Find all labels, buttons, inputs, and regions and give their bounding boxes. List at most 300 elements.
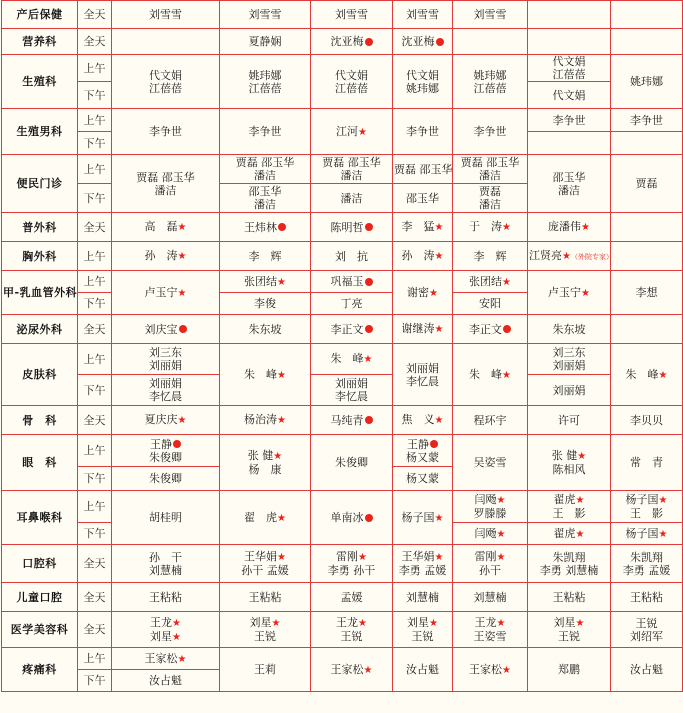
schedule-cell [220,491,311,545]
doctor-names: 张 健★ [551,449,587,462]
schedule-cell [220,293,311,315]
doctor-names: 刘雪雪 [149,8,182,21]
doctor-names: 李贝贝 [630,413,663,427]
schedule-cell [112,612,220,648]
doctor-names: 雷刚★ [474,550,506,563]
doctor-names: 潘洁 [154,183,177,197]
star-icon: ★ [177,653,187,665]
schedule-cell [611,29,683,55]
row-cosmetology [2,612,683,648]
schedule-cell [528,491,611,523]
row-dermatology-pm [2,375,683,406]
shift-cell: 下午 [78,467,112,491]
schedule-cell [220,545,311,583]
shift-cell: 上午 [78,344,112,375]
shift-cell: 下午 [78,132,112,155]
shift-cell: 上午 [78,109,112,132]
star-icon: ★ [502,222,511,233]
star-icon: ★ [575,618,585,629]
star-icon: ★ [271,618,281,629]
doctor-names: 江贤亮★（外院专家） [529,248,613,262]
star-icon: ★ [496,495,506,506]
star-icon: ★ [575,495,585,506]
shift-cell: 全天 [78,612,112,648]
schedule-cell [528,583,611,612]
star-icon: ★ [277,512,286,524]
doctor-names: 王姿雪 [473,630,507,643]
schedule-cell [112,435,220,467]
doctor-names: 王龙★ [474,616,506,629]
star-icon: ★ [273,451,283,462]
doctor-names: 杨子国★ [401,510,444,524]
schedule-cell [528,1,611,29]
doctor-names: 沈亚梅 [394,35,451,48]
schedule-cell [453,315,528,344]
doctor-names: 潘洁 [340,169,363,182]
schedule-cell [393,55,453,109]
schedule-cell [112,315,220,344]
doctor-names: 代文娟 [335,68,368,82]
doctor-names: 王家松★ [330,662,373,676]
star-icon: ★ [277,415,286,426]
star-icon: ★ [358,126,367,138]
schedule-cell [393,612,453,648]
schedule-cell [611,155,683,213]
doctor-names: 李 辉 [248,249,282,263]
dot-icon [173,440,181,448]
schedule-cell [611,648,683,692]
doctor-names: 于 涛★ [469,220,511,233]
doctor-names: 贾磊 邵玉华 [235,156,295,169]
doctor-names: 王静 [394,438,451,451]
doctor-names: 刘庆宝 [113,323,218,336]
schedule-cell [311,612,393,648]
shift-cell: 下午 [78,82,112,109]
schedule-cell [453,55,528,109]
schedule-cell [220,344,311,406]
star-icon: ★ [502,664,511,676]
schedule-cell [220,29,311,55]
star-icon: ★ [434,251,444,262]
doctor-names: 焦 义★ [401,413,444,426]
star-icon: ★ [434,552,444,563]
doctor-names: 朱 峰★ [625,367,668,381]
schedule-cell [528,315,611,344]
doctor-names: 贾磊 [479,185,501,198]
doctor-names: 王莉 [254,663,276,676]
schedule-cell [112,344,220,375]
doctor-names: 吴姿雪 [473,456,507,469]
shift-cell: 全天 [78,545,112,583]
schedule-cell [528,406,611,435]
doctor-names: 李争世 [552,113,586,127]
dot-icon [278,223,286,231]
schedule-cell [311,293,393,315]
doctor-names: 陈相风 [552,463,586,476]
star-icon: ★ [434,415,444,426]
doctor-names: 马纯青 [312,414,391,427]
schedule-cell [611,545,683,583]
doctor-names: 谢继涛★ [401,322,444,335]
doctor-names: 潘洁 [254,198,276,211]
doctor-names: 王粘粘 [248,590,282,604]
schedule-cell [528,213,611,242]
doctor-names: 王锐 [411,630,434,643]
dept-cell: 便民门诊 [2,155,78,213]
star-icon: ★ [429,287,438,299]
star-icon: ★ [502,369,511,381]
doctor-names: 邵玉华 [248,185,282,198]
star-icon: ★ [581,222,590,233]
doctor-names: 江蓓蓓 [335,81,368,95]
doctor-names: 李忆晨 [406,374,439,388]
doctor-names: 江蓓蓓 [248,81,282,95]
schedule-cell [453,583,528,612]
doctor-names: 王粘粘 [630,590,663,604]
doctor-names: 刘星★ [249,616,281,629]
doctor-names: 代文娟 [149,68,182,82]
schedule-cell [112,648,220,670]
star-icon: ★ [496,618,506,629]
schedule-cell [453,213,528,242]
schedule-cell [220,184,311,213]
shift-cell: 下午 [78,670,112,692]
schedule-cell [453,523,528,545]
doctor-names: 王锐 [558,630,580,643]
star-icon: ★ [658,369,668,381]
schedule-cell [112,109,220,155]
doctor-names: 贾磊 邵玉华 [136,170,195,184]
schedule-cell [220,406,311,435]
dept-cell: 医学美容科 [2,612,78,648]
doctor-names: 张团结★ [469,274,511,288]
row-thoracic [2,242,683,271]
schedule-cell [220,1,311,29]
schedule-cell [112,1,220,29]
schedule-cell [220,213,311,242]
schedule-cell [220,612,311,648]
dot-icon [365,38,373,46]
doctor-names: 常 青 [630,456,663,469]
schedule-cell [611,435,683,491]
schedule-cell [528,523,611,545]
doctor-names: 李忆晨 [335,390,368,403]
row-thyroid-breast [2,271,683,293]
doctor-names: 李俊 [254,297,276,310]
row-reproductive [2,55,683,82]
doctor-names: 庞潘伟★ [548,220,590,233]
doctor-names: 刘丽娟 [149,377,182,390]
dept-cell: 眼 科 [2,435,78,491]
schedule-cell [611,1,683,29]
schedule-cell [453,648,528,692]
schedule-cell [528,545,611,583]
row-urology [2,315,683,344]
schedule-cell [311,1,393,29]
schedule-cell [112,545,220,583]
schedule-cell [611,491,683,523]
schedule-cell [311,242,393,271]
schedule-cell [611,271,683,315]
doctor-names: 程环宇 [473,413,507,427]
schedule-cell [611,612,683,648]
external-expert-note: （外院专家） [570,252,613,261]
row-orthopedics [2,406,683,435]
doctor-names: 张团结★ [244,274,286,288]
doctor-names: 胡桂明 [149,511,182,524]
schedule-cell [453,545,528,583]
doctor-names: 汝占魁 [149,674,182,687]
doctor-names: 卢玉宁★ [144,285,187,299]
dept-cell: 疼痛科 [2,648,78,692]
doctor-names: 刘慧楠 [473,590,507,604]
schedule-cell [528,82,611,109]
shift-cell: 全天 [78,29,112,55]
star-icon: ★ [277,552,286,563]
dot-icon [365,514,373,522]
dot-icon [430,440,438,448]
star-icon: ★ [575,528,585,540]
doctor-names: 李争世 [149,125,182,138]
doctor-names: 李勇 孟媛 [622,563,671,577]
dept-cell: 儿童口腔 [2,583,78,612]
shift-cell: 全天 [78,315,112,344]
doctor-names: 张 健★ [247,449,283,462]
doctor-names: 潘洁 [254,169,276,182]
doctor-names: 贾磊 [635,177,658,190]
doctor-names: 刘绍军 [630,629,663,643]
shift-cell: 下午 [78,375,112,406]
doctor-names: 朱东坡 [552,322,586,336]
star-icon: ★ [277,369,286,381]
schedule-cell [528,55,611,82]
shift-cell: 上午 [78,435,112,467]
doctor-names: 夏庆庆★ [144,413,187,426]
doctor-names: 沈亚梅 [312,35,391,48]
schedule-cell [311,545,393,583]
doctor-names: 邵玉华 [406,191,439,205]
dept-cell: 生殖男科 [2,109,78,155]
schedule-cell [311,29,393,55]
doctor-names: 王静 [113,438,218,451]
schedule-cell [311,55,393,109]
schedule-cell [611,315,683,344]
doctor-names: 巩福玉 [312,275,391,288]
schedule-cell [528,648,611,692]
schedule-cell [220,242,311,271]
star-icon: ★ [577,451,587,462]
doctor-names: 代文娟 [552,88,586,102]
dept-cell: 营养科 [2,29,78,55]
doctor-names: 刘星★ [150,629,181,643]
star-icon: ★ [502,276,511,288]
doctor-names: 夏静娴 [248,35,282,48]
doctor-names: 王华娟★ [401,550,444,563]
row-convenience [2,155,683,184]
doctor-names: 江河★ [336,124,367,138]
schedule-cell [112,375,220,406]
doctor-names: 刘雪雪 [473,8,507,21]
schedule-cell [393,491,453,545]
schedule-cell [311,344,393,375]
schedule-cell [393,315,453,344]
schedule-cell [311,184,393,213]
doctor-names: 朱东坡 [248,322,282,336]
schedule-cell [453,435,528,491]
doctor-names: 李争世 [248,125,282,138]
schedule-cell [453,271,528,293]
star-icon: ★ [496,528,506,540]
star-icon: ★ [496,552,506,563]
schedule-cell [112,55,220,109]
doctor-names: 杨 康 [248,463,282,476]
schedule-cell [611,213,683,242]
star-icon: ★ [658,528,668,540]
doctor-names: 杨治涛★ [244,413,286,426]
schedule-cell [393,184,453,213]
doctor-names: 刘星★ [407,616,438,629]
schedule-cell [112,242,220,271]
doctor-names: 李争世 [630,113,663,127]
doctor-names: 孟媛 [340,590,363,604]
doctor-names: 许可 [558,413,580,427]
dept-cell: 产后保健 [2,1,78,29]
schedule-cell [393,467,453,491]
dept-cell: 普外科 [2,213,78,242]
schedule-cell [393,109,453,155]
dot-icon [365,416,373,424]
doctor-names: 朱俊卿 [335,456,368,469]
schedule-cell [453,184,528,213]
doctor-names: 江蓓蓓 [473,81,507,95]
schedule-cell [220,315,311,344]
shift-cell: 上午 [78,55,112,82]
doctor-names: 刘三东 [149,346,182,359]
schedule-cell [611,109,683,132]
doctor-names: 汝占魁 [630,663,663,676]
shift-cell: 上午 [78,242,112,271]
doctor-names: 刘丽娟 [149,359,182,372]
shift-cell: 上午 [78,271,112,293]
row-dermatology [2,344,683,375]
doctor-names: 贾磊 邵玉华 [460,156,520,169]
schedule-cell [393,545,453,583]
shift-cell: 上午 [78,648,112,670]
doctor-names: 刘丽娟 [552,383,586,397]
schedule-cell [311,155,393,184]
shift-cell: 上午 [78,491,112,523]
shift-cell: 全天 [78,213,112,242]
schedule-cell [393,1,453,29]
doctor-names: 安阳 [479,297,501,310]
doctor-names: 李正文 [454,323,526,336]
schedule-cell [112,467,220,491]
doctor-names: 王龙★ [150,615,181,629]
schedule-cell [611,55,683,109]
dept-cell: 胸外科 [2,242,78,271]
doctor-names: 李勇 孙干 [327,564,376,577]
row-stomatology [2,545,683,583]
schedule-cell [112,213,220,242]
doctor-names: 姚玮娜 [248,68,282,82]
schedule-cell [311,648,393,692]
schedule-cell [112,155,220,213]
schedule-cell [611,523,683,545]
schedule-cell [453,155,528,184]
doctor-names: 高 磊★ [144,220,187,233]
doctor-names: 王 影 [630,507,663,520]
schedule-cell [528,612,611,648]
dot-icon [503,325,511,333]
schedule-cell [393,344,453,406]
doctor-names: 王华娟★ [244,550,286,563]
schedule-cell [453,293,528,315]
doctor-names: 李忆晨 [149,390,182,403]
star-icon: ★ [658,495,668,506]
doctor-names: 贾磊 邵玉华 [322,156,381,169]
doctor-names: 翟虎★ [553,493,585,506]
doctor-names: 刘雪雪 [406,8,439,21]
star-icon: ★ [429,618,438,629]
doctor-names: 潘洁 [479,169,501,182]
doctor-names: 潘洁 [340,191,363,205]
schedule-cell [611,406,683,435]
star-icon: ★ [177,415,187,426]
schedule-cell [393,155,453,184]
doctor-names: 孙 涛★ [401,249,444,262]
schedule-cell [453,29,528,55]
doctor-names: 陈明哲 [312,221,391,234]
schedule-cell [453,491,528,523]
row-general-surgery [2,213,683,242]
schedule-cell [112,271,220,315]
star-icon: ★ [363,354,373,365]
doctor-names: 李勇 孟媛 [398,564,447,577]
doctor-names: 王 影 [552,507,586,520]
doctor-names: 邵玉华 [552,170,586,184]
schedule-cell [112,583,220,612]
doctor-names: 姚玮娜 [406,81,439,95]
schedule-cell [453,1,528,29]
clinic-schedule-table [1,0,683,692]
shift-cell: 全天 [78,406,112,435]
schedule-cell [220,648,311,692]
schedule-cell [112,29,220,55]
dept-cell: 耳鼻喉科 [2,491,78,545]
dot-icon [365,223,373,231]
doctor-names: 朱俊卿 [149,450,182,464]
schedule-cell [112,670,220,692]
doctor-names: 王锐 [635,616,658,630]
star-icon: ★ [172,617,181,629]
doctor-names: 姚玮娜 [473,68,507,82]
schedule-cell [311,375,393,406]
doctor-names: 谢密★ [407,285,438,299]
dot-icon [365,325,373,333]
doctor-names: 朱凯翔 [630,550,663,564]
schedule-cell [393,648,453,692]
doctor-names: 闫飏★ [474,526,506,540]
doctor-names: 单南冰 [312,511,391,524]
doctor-names: 翟虎★ [553,526,585,540]
doctor-names: 姚玮娜 [630,75,663,88]
schedule-cell [528,242,611,271]
schedule-cell [112,406,220,435]
doctor-names: 李想 [635,286,658,299]
doctor-names: 雷刚★ [336,550,367,563]
doctor-names: 杨子国★ [625,526,668,540]
shift-cell: 全天 [78,1,112,29]
